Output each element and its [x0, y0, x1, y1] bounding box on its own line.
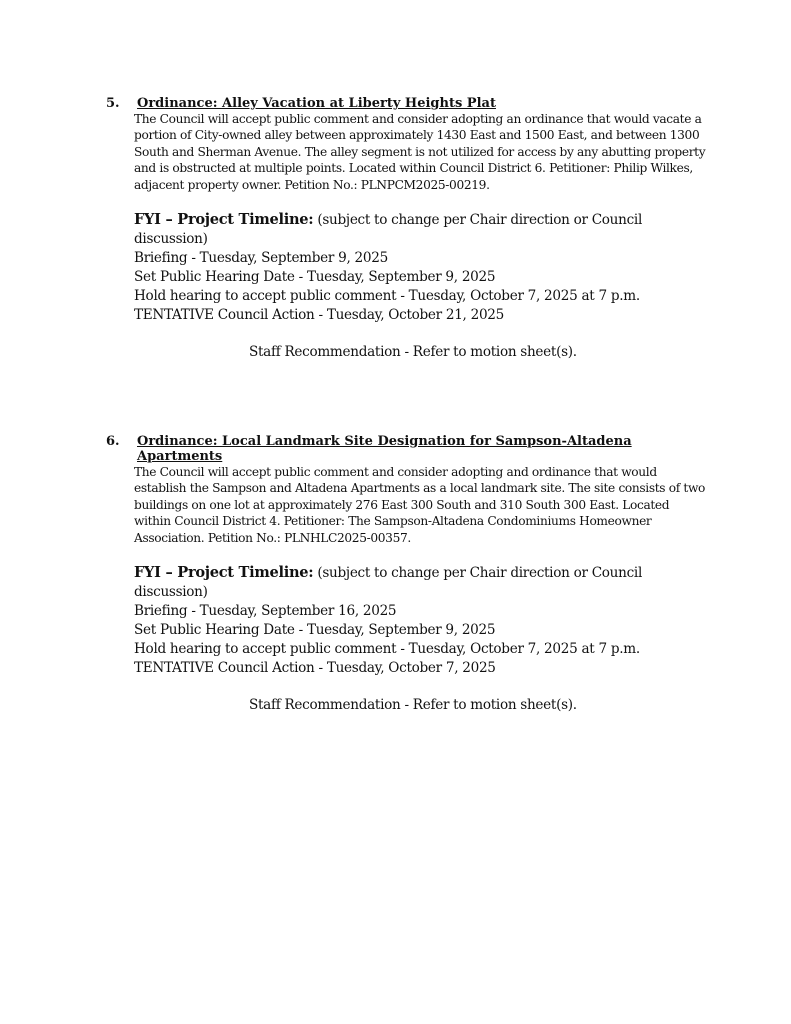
fyi-label: FYI – Project Timeline: — [134, 211, 314, 229]
item-heading: Ordinance: Local Landmark Site Designation for Sampson-Altadena Apartments — [137, 434, 632, 464]
fyi-label: FYI – Project Timeline: — [134, 564, 314, 582]
timeline-entry: Set Public Hearing Date - Tuesday, September 9, 2025 — [134, 622, 496, 639]
timeline-header — [134, 563, 706, 602]
item-number: 5. — [106, 96, 120, 111]
project-timeline — [134, 210, 706, 325]
timeline-entry: TENTATIVE Council Action - Tuesday, October 7, 2025 — [134, 660, 496, 677]
timeline-entry: Hold hearing to accept public comment - Tuesday, October 7, 2025 at 7 p.m. — [134, 288, 640, 305]
fyi-note: (subject to change per Chair direction or Council discussion) — [134, 212, 642, 248]
item-description: The Council will accept public comment and consider adopting an ordinance that would vacate a portion of City-owned alley between approximately 1430 East and 1500 East, and between 1300 South and Sherman Avenue. The alley segment is not utilized for access by any abutting property and is obstructed at multiple points. Located within Council District 6. Petitioner: Philip Wilkes, adjacent property owner. Petition No.: PLNPCM2025-00219. — [134, 112, 706, 192]
item-heading: Ordinance: Alley Vacation at Liberty Heights Plat — [137, 96, 496, 111]
fyi-note: (subject to change per Chair direction or Council discussion) — [134, 565, 642, 601]
item-number: 6. — [106, 434, 120, 449]
timeline-entry: Hold hearing to accept public comment - Tuesday, October 7, 2025 at 7 p.m. — [134, 641, 640, 658]
project-timeline — [134, 563, 706, 678]
staff-recommendation: Staff Recommendation - Refer to motion sheet(s). — [249, 697, 577, 714]
agenda-item-5 — [106, 96, 706, 360]
timeline-entry: Briefing - Tuesday, September 16, 2025 — [134, 603, 397, 620]
timeline-header — [134, 210, 706, 249]
timeline-entry: Set Public Hearing Date - Tuesday, September 9, 2025 — [134, 269, 496, 286]
agenda-item-6 — [106, 434, 706, 713]
timeline-entry: Briefing - Tuesday, September 9, 2025 — [134, 250, 388, 267]
timeline-entry: TENTATIVE Council Action - Tuesday, October 21, 2025 — [134, 307, 504, 324]
item-description: The Council will accept public comment and consider adopting and ordinance that would establish the Sampson and Altadena Apartments as a local landmark site. The site consists of two buildings on one lot at approximately 276 East 300 South and 310 South 300 East. Located within Council District 4. Petitioner: The Sampson-Altadena Condominiums Homeowner Association. Petition No.: PLNHLC2025-00357. — [134, 465, 706, 545]
staff-recommendation: Staff Recommendation - Refer to motion sheet(s). — [249, 344, 577, 361]
